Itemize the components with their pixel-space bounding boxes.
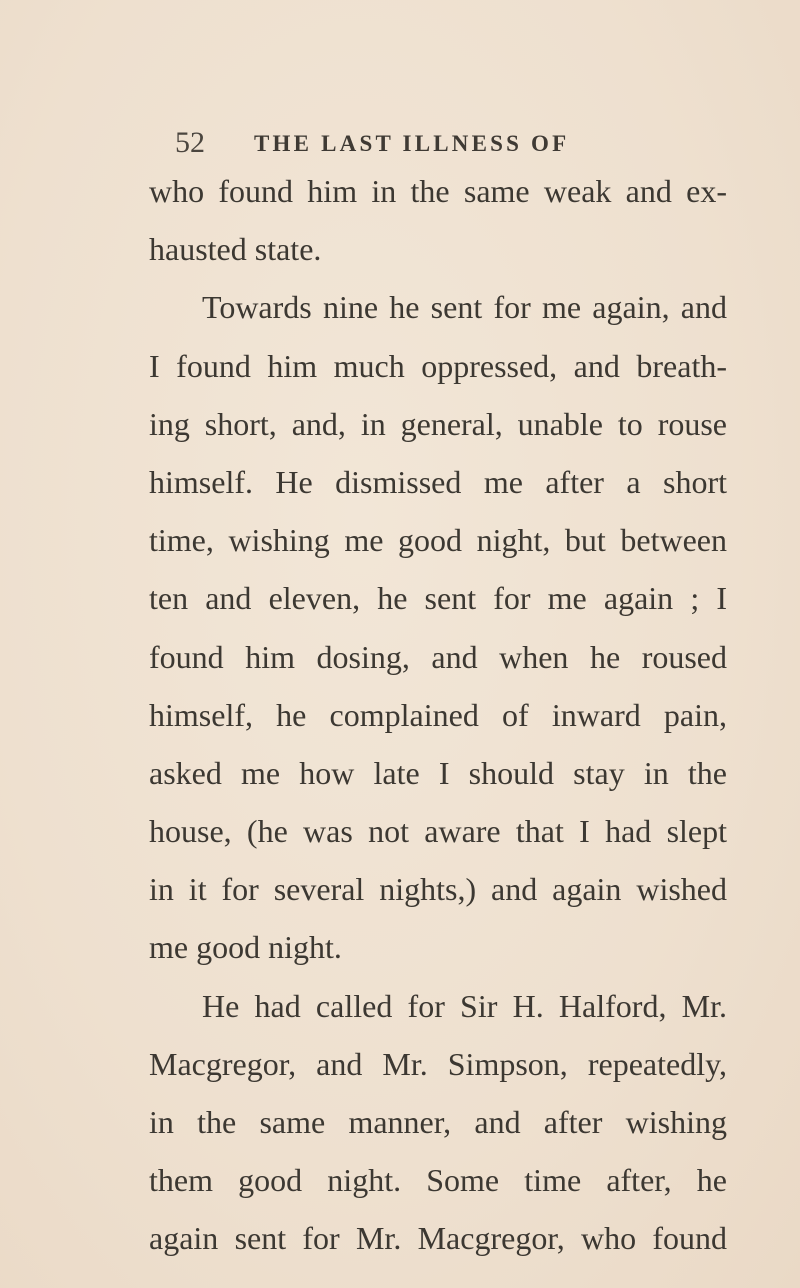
text-line: hausted state. [149,231,322,268]
text-line: me good night. [149,929,342,966]
text-line: Macgregor, and Mr. Simpson, repeatedly, [149,1045,727,1082]
running-title: THE LAST ILLNESS OF [254,131,570,156]
text-line: found him dosing, and when he roused [149,638,727,675]
text-line: in the same manner, and after wishing [149,1104,727,1140]
text-line: time, wishing me good night, but between [149,522,727,559]
text-line: who found him in the same weak and ex- [149,173,727,209]
body-text [149,162,727,1268]
text-line: again sent for Mr. Macgregor, who found [149,1220,727,1257]
running-head [175,126,645,166]
text-line: asked me how late I should stay in the [149,754,727,791]
text-line: them good night. Some time after, he [149,1162,727,1199]
page-number: 52 [175,126,205,159]
text-line: I found him much oppressed, and breath- [149,347,727,384]
text-line: He had called for Sir H. Halford, Mr. [202,987,727,1024]
text-line: Towards nine he sent for me again, and [202,289,727,326]
text-line: ing short, and, in general, unable to rouse [149,405,727,442]
text-line: himself, he complained of inward pain, [149,696,727,733]
text-line: ten and eleven, he sent for me again ; I [149,580,727,617]
text-line: house, (he was not aware that I had slept [149,813,727,850]
text-line: in it for several nights,) and again wished [149,871,727,908]
text-line: himself. He dismissed me after a short [149,463,727,500]
